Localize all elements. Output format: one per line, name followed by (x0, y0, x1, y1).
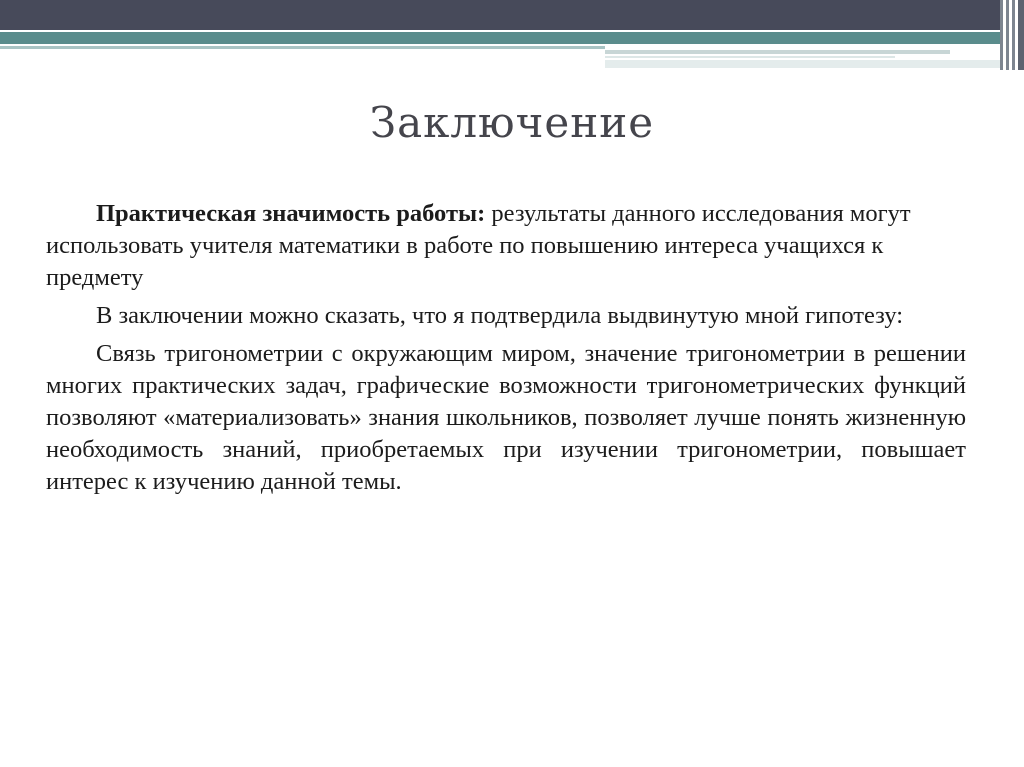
slide-title: Заключение (369, 98, 655, 147)
slide-body (46, 198, 966, 504)
header-side-lines (1000, 0, 1024, 70)
paragraph-practical-text: результаты данного исследования могут использовать учителя математики в работе по повышению интереса учащихся к предмету (46, 200, 911, 291)
paragraph-bold-lead: Практическая значимость работы: (96, 200, 486, 227)
header-bar-teal (0, 32, 1000, 44)
paragraph-practical-significance (46, 198, 966, 294)
header-bar-grey-block (605, 60, 1000, 68)
header-bar-dark (0, 0, 1000, 30)
paragraph-conclusion: В заключении можно сказать, что я подтвердила выдвинутую мной гипотезу: (96, 302, 904, 329)
paragraph-hypothesis: Связь тригонометрии с окружающим миром, значение тригонометрии в решении многих практических задач, графические возможности тригонометрических функций позволяют «материализовать» знания школьников, позволяет лучше понять жизненную необходимость знаний, приобретаемых при изучении тригонометрии, повышает интерес к изучению данной темы. (46, 340, 966, 495)
header-bar-teal-light (0, 46, 605, 49)
header-bar-grey-thin (605, 50, 950, 54)
header-bar-grey-thin-2 (605, 56, 895, 58)
